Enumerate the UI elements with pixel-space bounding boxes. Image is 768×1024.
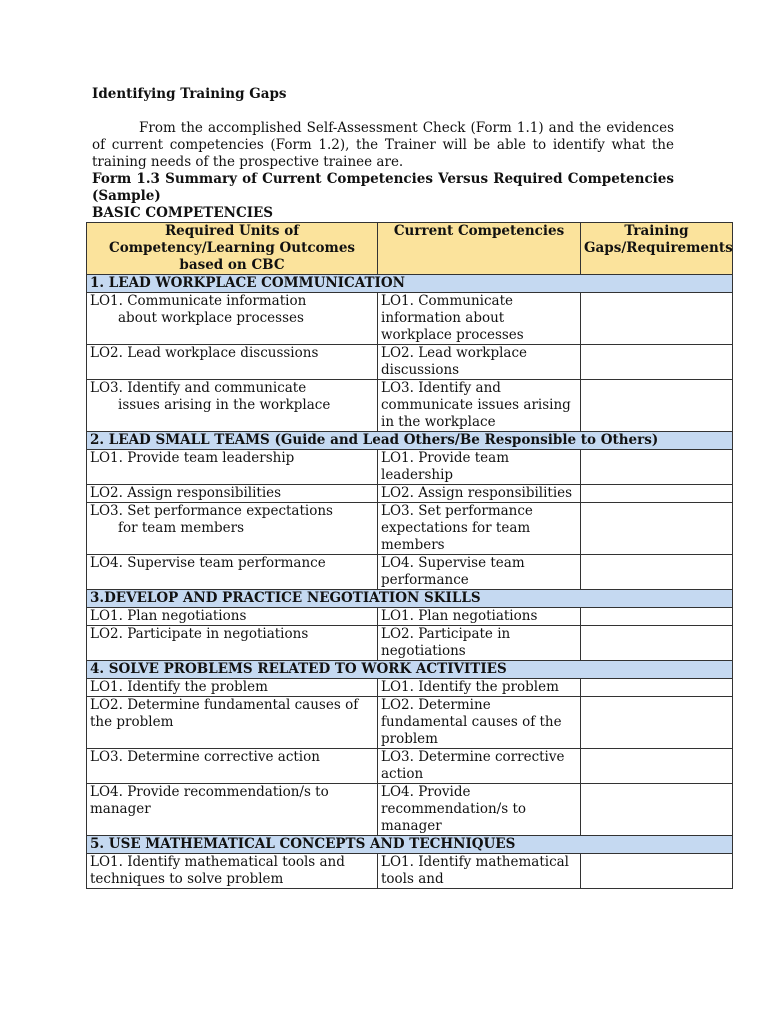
current-competency-cell: LO4. Supervise team performance	[378, 555, 581, 590]
required-unit-text: LO1. Provide team leadership	[90, 450, 295, 466]
current-competency-cell: LO3. Determine corrective action	[378, 749, 581, 784]
form-title: Form 1.3 Summary of Current Competencies Versus Required Competencies (Sample)	[92, 171, 674, 204]
current-competency-cell: LO1. Identify mathematical tools and	[378, 854, 581, 889]
required-unit-text: LO2. Lead workplace discussions	[90, 345, 319, 361]
required-unit-cell	[87, 679, 378, 697]
required-unit-text: LO1. Identify the problem	[90, 679, 268, 695]
table-row	[87, 679, 733, 697]
required-unit-cell	[87, 555, 378, 590]
current-competency-cell: LO1. Communicate information about workplace processes	[378, 293, 581, 345]
page-title: Identifying Training Gaps	[92, 86, 287, 102]
table-row	[87, 503, 733, 555]
header-current-competencies: Current Competencies	[378, 223, 581, 275]
required-unit-cell	[87, 749, 378, 784]
section-heading: 2. LEAD SMALL TEAMS (Guide and Lead Others/Be Responsible to Others)	[87, 432, 733, 450]
current-competency-cell: LO2. Assign responsibilities	[378, 485, 581, 503]
required-unit-cell	[87, 485, 378, 503]
required-unit-text: LO2. Assign responsibilities	[90, 485, 282, 501]
current-competency-cell: LO1. Plan negotiations	[378, 608, 581, 626]
required-unit-cell	[87, 784, 378, 836]
required-unit-text: LO3. Identify and communicate	[90, 380, 307, 396]
required-unit-cell	[87, 854, 378, 889]
table-header-row	[87, 223, 733, 275]
training-gap-cell	[581, 555, 733, 590]
required-unit-cell	[87, 608, 378, 626]
section-row	[87, 836, 733, 854]
required-unit-cell	[87, 697, 378, 749]
required-unit-cell	[87, 380, 378, 432]
training-gap-cell	[581, 380, 733, 432]
required-unit-continuation: for team members	[118, 520, 245, 536]
table-row	[87, 749, 733, 784]
basic-competencies-heading: BASIC COMPETENCIES	[92, 205, 274, 221]
section-heading: 3.DEVELOP AND PRACTICE NEGOTIATION SKILLS	[87, 590, 733, 608]
required-unit-cell	[87, 450, 378, 485]
required-unit-continuation: about workplace processes	[118, 310, 304, 326]
required-unit-text: LO2. Determine fundamental causes of the problem	[90, 697, 359, 730]
table-row	[87, 608, 733, 626]
header-required-units: Required Units of Competency/Learning Outcomes based on CBC	[87, 223, 378, 275]
header-training-gaps: Training Gaps/Requirements	[581, 223, 733, 275]
required-unit-cell	[87, 293, 378, 345]
training-gap-cell	[581, 345, 733, 380]
table-row	[87, 450, 733, 485]
required-unit-text: LO1. Identify mathematical tools and techniques to solve problem	[90, 854, 345, 887]
table-row	[87, 555, 733, 590]
current-competency-cell: LO3. Identify and communicate issues arising in the workplace	[378, 380, 581, 432]
table-row	[87, 697, 733, 749]
table-row	[87, 784, 733, 836]
current-competency-cell: LO2. Participate in negotiations	[378, 626, 581, 661]
training-gap-cell	[581, 450, 733, 485]
training-gap-cell	[581, 485, 733, 503]
table-row	[87, 293, 733, 345]
table-row	[87, 380, 733, 432]
training-gap-cell	[581, 503, 733, 555]
current-competency-cell: LO4. Provide recommendation/s to manager	[378, 784, 581, 836]
intro-paragraph: From the accomplished Self-Assessment Check (Form 1.1) and the evidences of current competencies (Form 1.2), the Trainer will be able to identify what the training needs of the prospective trainee are.	[92, 120, 674, 170]
current-competency-cell: LO1. Provide team leadership	[378, 450, 581, 485]
section-heading: 4. SOLVE PROBLEMS RELATED TO WORK ACTIVITIES	[87, 661, 733, 679]
training-gap-cell	[581, 679, 733, 697]
table-row	[87, 854, 733, 889]
training-gap-cell	[581, 697, 733, 749]
table-row	[87, 485, 733, 503]
current-competency-cell: LO3. Set performance expectations for team members	[378, 503, 581, 555]
required-unit-text: LO4. Provide recommendation/s to manager	[90, 784, 329, 817]
training-gap-cell	[581, 749, 733, 784]
section-row	[87, 590, 733, 608]
current-competency-cell: LO1. Identify the problem	[378, 679, 581, 697]
required-unit-cell	[87, 503, 378, 555]
current-competency-cell: LO2. Determine fundamental causes of the problem	[378, 697, 581, 749]
required-unit-cell	[87, 626, 378, 661]
training-gap-cell	[581, 608, 733, 626]
training-gap-cell	[581, 293, 733, 345]
table-row	[87, 345, 733, 380]
training-gap-cell	[581, 784, 733, 836]
section-heading: 1. LEAD WORKPLACE COMMUNICATION	[87, 275, 733, 293]
required-unit-text: LO2. Participate in negotiations	[90, 626, 309, 642]
required-unit-text: LO4. Supervise team performance	[90, 555, 326, 571]
section-row	[87, 275, 733, 293]
required-unit-text: LO1. Plan negotiations	[90, 608, 247, 624]
competency-table	[86, 222, 733, 889]
section-heading: 5. USE MATHEMATICAL CONCEPTS AND TECHNIQUES	[87, 836, 733, 854]
required-unit-continuation: issues arising in the workplace	[118, 397, 331, 413]
table-row	[87, 626, 733, 661]
current-competency-cell: LO2. Lead workplace discussions	[378, 345, 581, 380]
required-unit-text: LO1. Communicate information	[90, 293, 307, 309]
required-unit-cell	[87, 345, 378, 380]
section-row	[87, 661, 733, 679]
document-page	[88, 86, 733, 889]
training-gap-cell	[581, 854, 733, 889]
training-gap-cell	[581, 626, 733, 661]
required-unit-text: LO3. Set performance expectations	[90, 503, 333, 519]
section-row	[87, 432, 733, 450]
required-unit-text: LO3. Determine corrective action	[90, 749, 320, 765]
